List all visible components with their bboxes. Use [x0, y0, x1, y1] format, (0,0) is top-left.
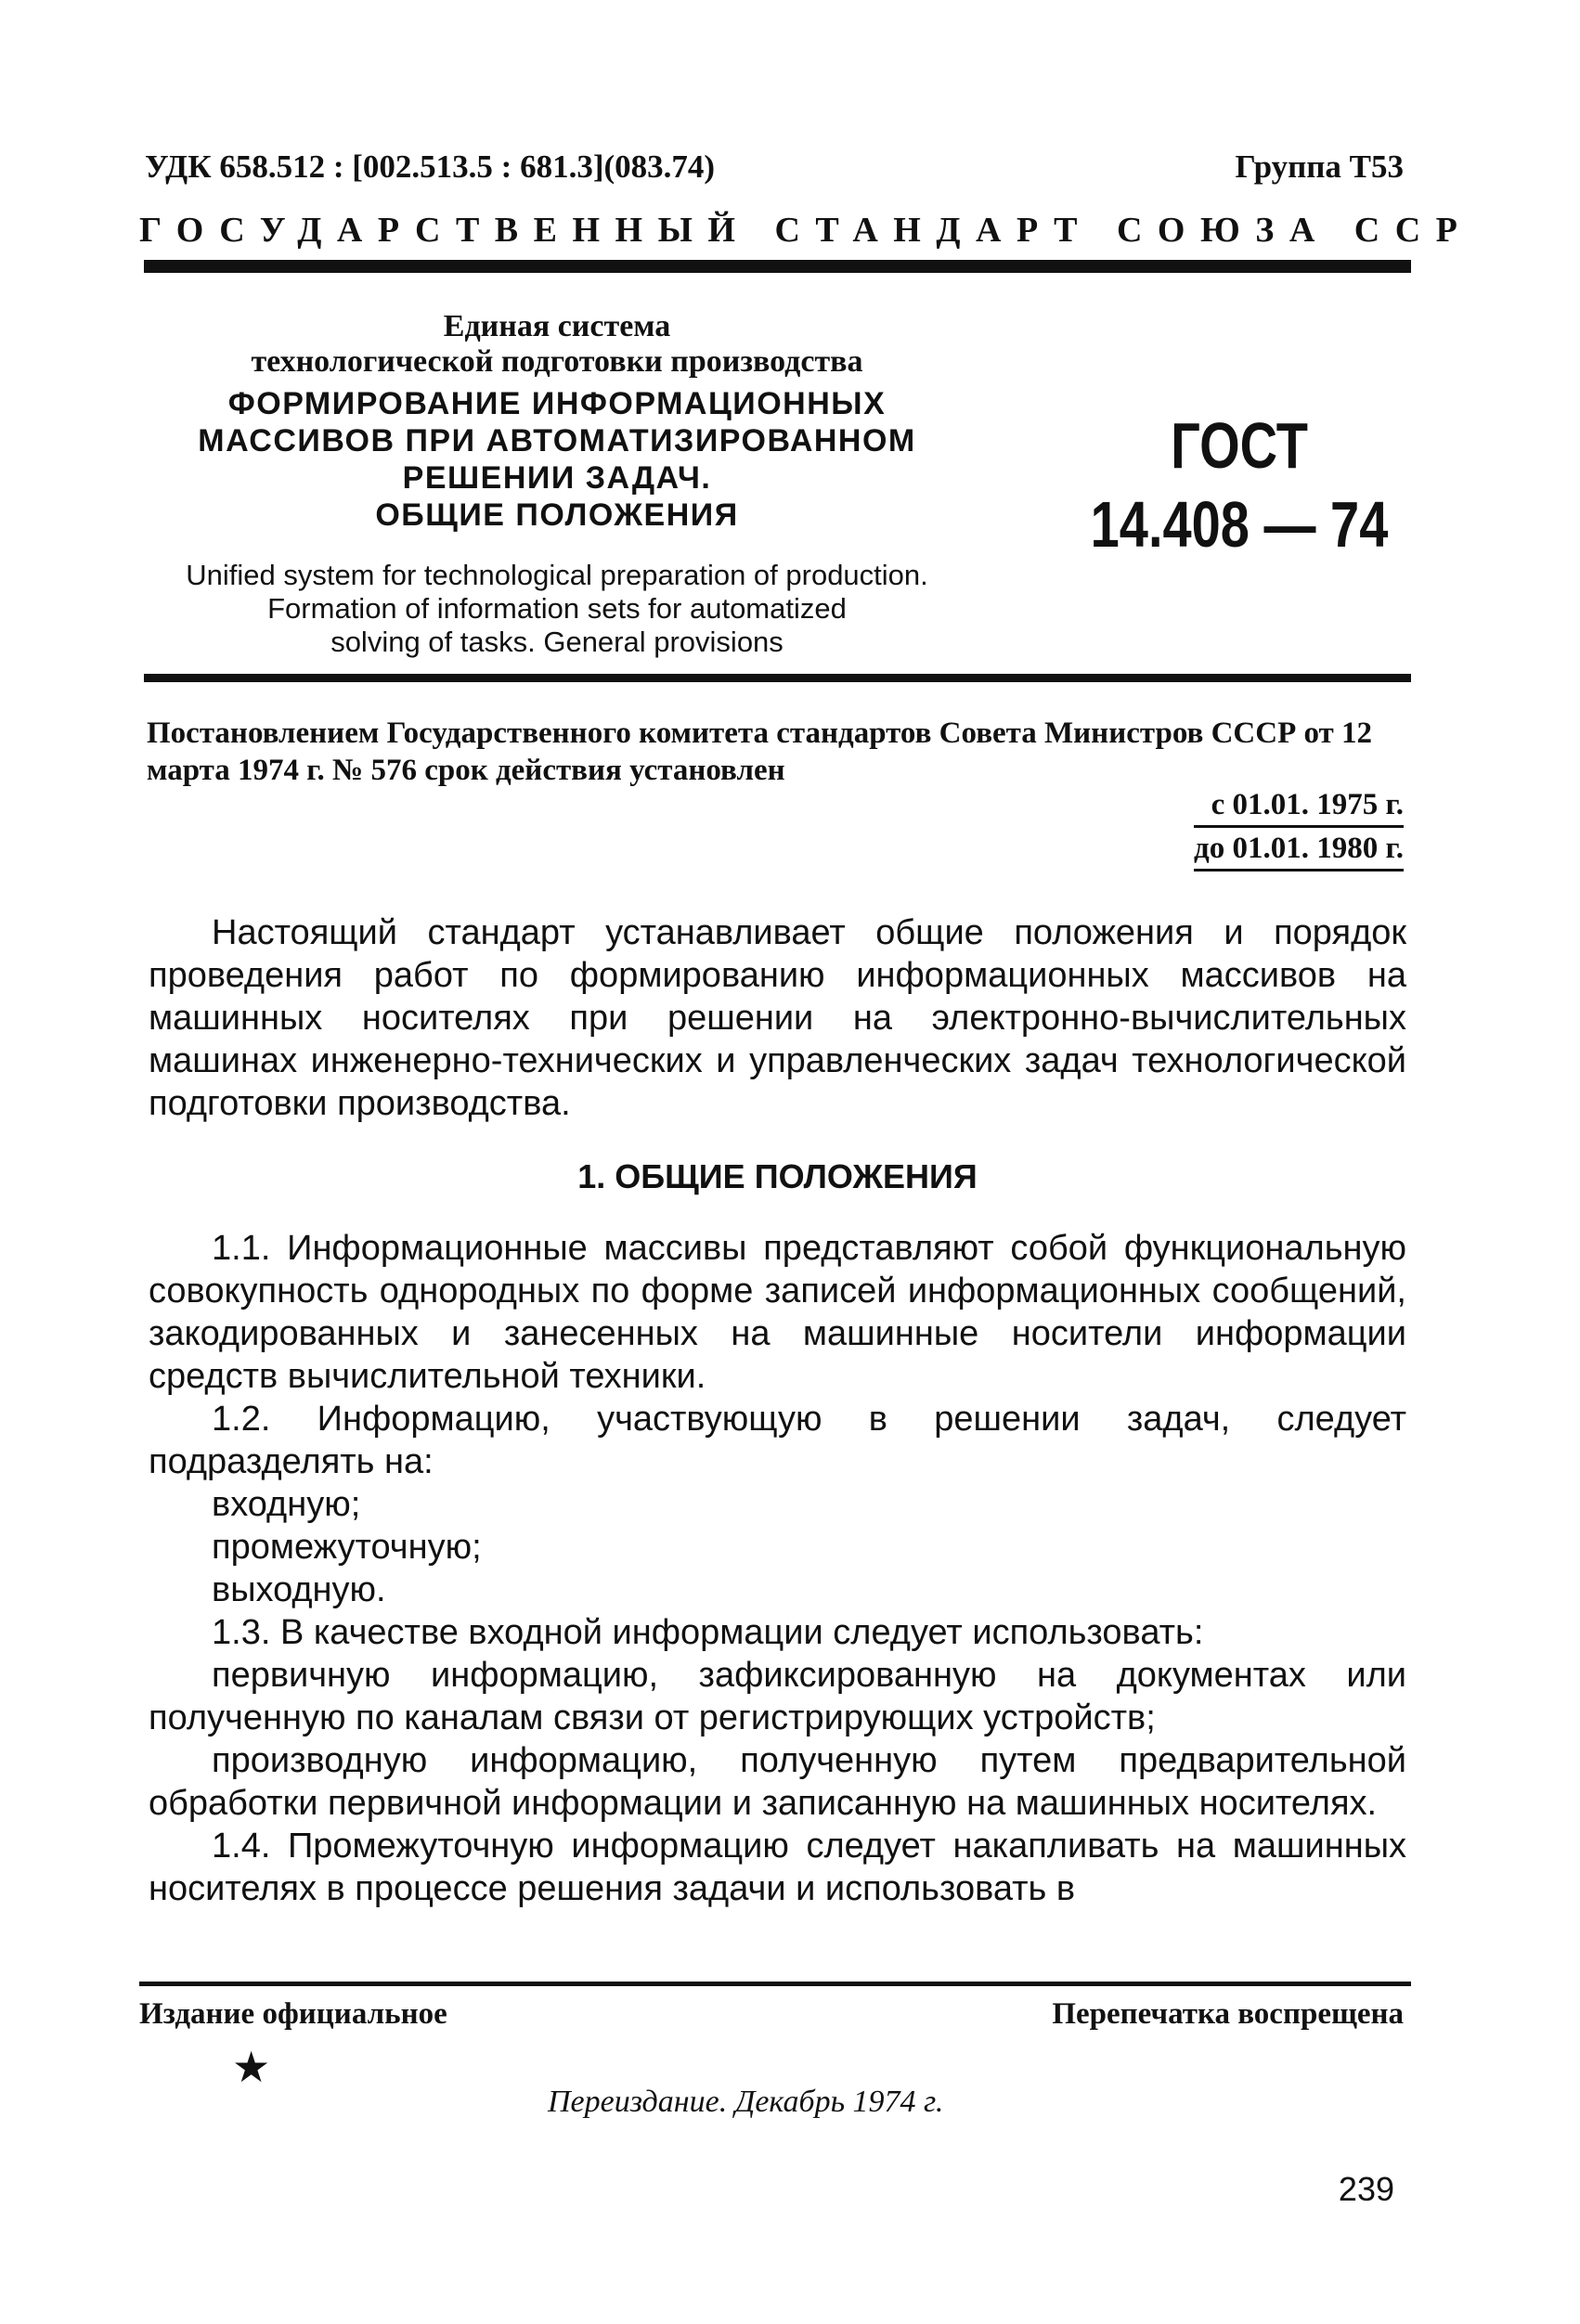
- reprint-forbidden: Перепечатка воспрещена: [1052, 1997, 1404, 2031]
- paragraph-1-3: 1.3. В качестве входной информации следует использовать:: [212, 1613, 1204, 1652]
- english-line: Formation of information sets for automatized: [267, 592, 847, 625]
- official-edition: Издание официальное: [139, 1997, 447, 2031]
- title-line: ОБЩИЕ ПОЛОЖЕНИЯ: [375, 497, 739, 533]
- intro-paragraph: [149, 911, 1406, 1125]
- star-icon: ★: [232, 2044, 271, 2091]
- system-line: технологической подготовки производства: [251, 344, 863, 379]
- udk-code: УДК 658.512 : [002.513.5 : 681.3](083.74): [145, 148, 716, 185]
- title-line: ФОРМИРОВАНИЕ ИНФОРМАЦИОННЫХ: [227, 386, 887, 421]
- list-item-input: входную;: [212, 1485, 361, 1524]
- gost-number: 14.408 — 74: [1090, 488, 1389, 561]
- validity-dates: [1194, 784, 1404, 872]
- header-rule: [144, 260, 1411, 273]
- footer-rule: [139, 1982, 1411, 1986]
- decree-text: Постановлением Государственного комитета стандартов Совета Министров СССР от 12 марта 1974 г. № 576 срок действия установлен: [147, 717, 1372, 787]
- valid-to: до 01.01. 1980 г.: [1194, 828, 1404, 872]
- section-body: [149, 1227, 1406, 1910]
- gost-label: ГОСТ: [1171, 409, 1308, 482]
- document-title: [130, 385, 984, 534]
- english-title: [130, 559, 984, 659]
- title-line: РЕШЕНИИ ЗАДАЧ.: [402, 460, 712, 496]
- intro-text: Настоящий стандарт устанавливает общие положения и порядок проведения работ по формированию информационных массивов на машинных носителях при решении на электронно-вычислительных машинах инженерно-технических и управленческих задач технологической подготовки производства.: [149, 913, 1406, 1123]
- english-line: solving of tasks. General provisions: [330, 626, 784, 658]
- paragraph-1-2: 1.2. Информацию, участвующую в решении задач, следует подразделять на:: [149, 1400, 1406, 1481]
- title-block-rule: [144, 674, 1411, 682]
- list-item-output: выходную.: [212, 1570, 386, 1609]
- system-line: Единая система: [443, 309, 671, 343]
- system-name: [130, 309, 984, 380]
- list-item-intermediate: промежуточную;: [212, 1528, 482, 1567]
- valid-from: с 01.01. 1975 г.: [1194, 784, 1404, 828]
- group-code: Группа Т53: [1235, 148, 1404, 185]
- reissue-note: Переиздание. Декабрь 1974 г.: [548, 2085, 944, 2119]
- paragraph-1-1: 1.1. Информационные массивы представляют собой функциональную совокупность однородных по форме записей информационных сообщений, закодированных и занесенных на машинные носители информации средств вычислительной техники.: [149, 1229, 1406, 1396]
- section-heading: 1. ОБЩИЕ ПОЛОЖЕНИЯ: [577, 1157, 978, 1195]
- state-standard-heading: ГОСУДАРСТВЕННЫЙ СТАНДАРТ СОЮЗА ССР: [139, 211, 1473, 250]
- english-line: Unified system for technological preparation of production.: [186, 559, 928, 591]
- title-line: МАССИВОВ ПРИ АВТОМАТИЗИРОВАННОМ: [198, 423, 916, 458]
- paragraph-1-3-a: первичную информацию, зафиксированную на документах или полученную по каналам связи от регистрирующих устройств;: [149, 1656, 1406, 1737]
- paragraph-1-4: 1.4. Промежуточную информацию следует накапливать на машинных носителях в процессе решения задачи и использовать в: [149, 1827, 1406, 1908]
- page-number: 239: [1338, 2170, 1394, 2208]
- paragraph-1-3-b: производную информацию, полученную путем предварительной обработки первичной информации и записанную на машинных носителях.: [149, 1741, 1406, 1823]
